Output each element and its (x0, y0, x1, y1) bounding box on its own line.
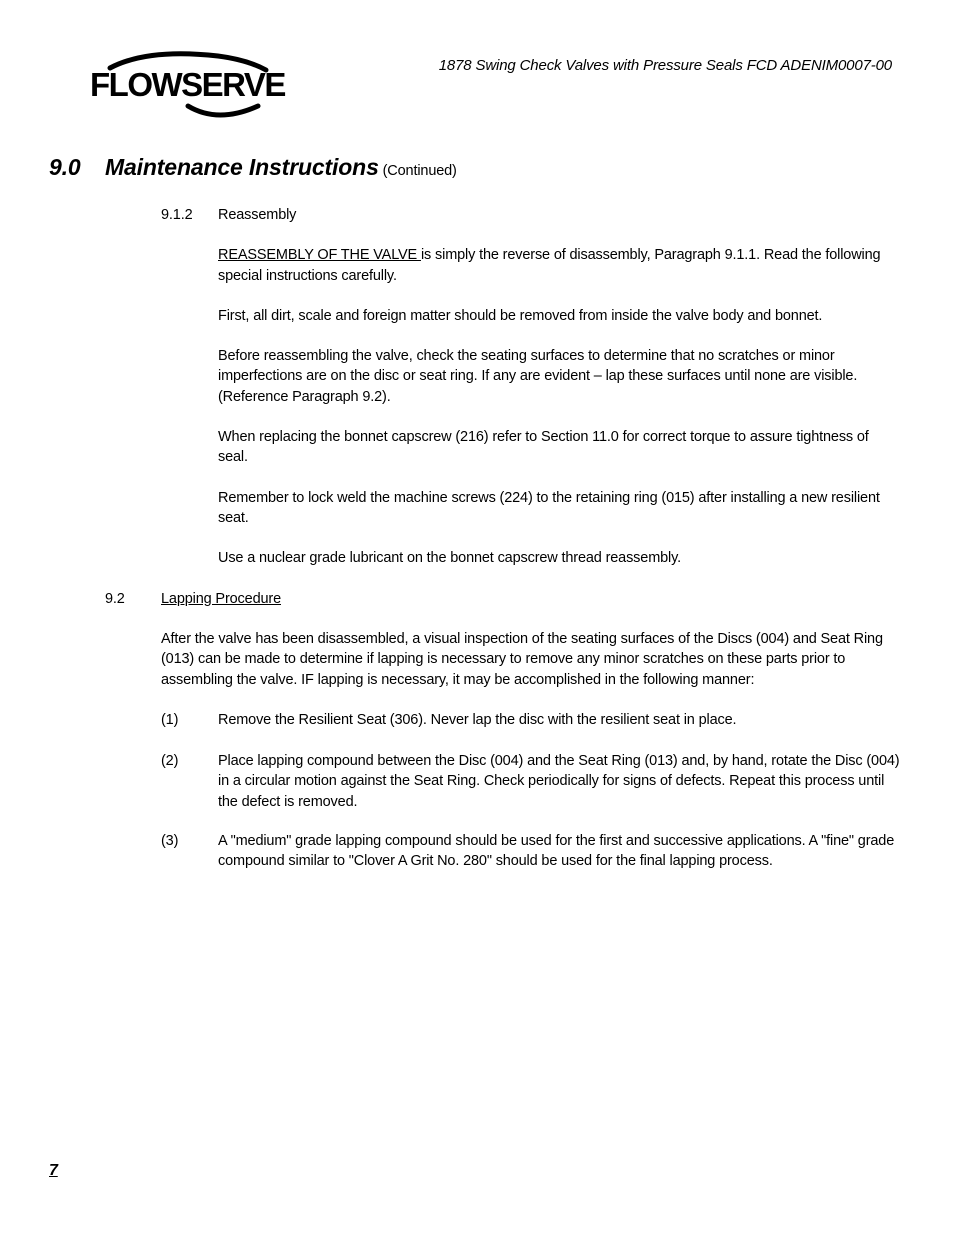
reassembly-paragraph-3 (218, 346, 857, 407)
reassembly-paragraph-4 (218, 427, 869, 468)
text-line: in a circular motion against the Seat Ring. Check periodically for signs of defects. Repeat this process until (218, 773, 885, 790)
reassembly-p1-line2: special instructions carefully. (218, 268, 397, 284)
lapping-intro-paragraph (161, 629, 883, 690)
text-line: After the valve has been disassembled, a visual inspection of the seating surfaces of the Discs (004) and Seat Ring (161, 631, 883, 647)
text-line: Remove the Resilient Seat (306). Never lap the disc with the resilient seat in place. (218, 712, 737, 728)
reassembly-paragraph-5 (218, 488, 880, 529)
page-number: 7 (49, 1162, 58, 1179)
reassembly-paragraph-6: Use a nuclear grade lubricant on the bonnet capscrew thread reassembly. (218, 550, 682, 566)
text-line: (013) can be made to determine if lapping is necessary to remove any minor scratches on these parts prior to (161, 651, 846, 668)
reassembly-paragraph-2: First, all dirt, scale and foreign matter should be removed from inside the valve body and bonnet. (218, 308, 823, 324)
step-label: (2) (161, 753, 179, 769)
reassembly-p1-text: is simply the reverse of disassembly, Paragraph 9.1.1. Read the following (420, 247, 881, 263)
section-continued: (Continued) (382, 163, 457, 179)
document-header-title: 1878 Swing Check Valves with Pressure Seals FCD ADENIM0007-00 (438, 57, 892, 74)
text-line: A "medium" grade lapping compound should be used for the first and successive applications. A "fine" grade (218, 833, 895, 849)
text-line: Place lapping compound between the Disc (004) and the Seat Ring (013) and, by hand, rotate the Disc (004) (218, 753, 900, 769)
step-text (218, 751, 899, 812)
step-text (218, 710, 736, 730)
text-line: seat. (218, 510, 249, 527)
section-number: 9.0 (49, 154, 81, 180)
reassembly-underlined-phrase: REASSEMBLY OF THE VALVE (218, 247, 421, 263)
text-line: seal. (218, 449, 248, 466)
text-line: (Reference Paragraph 9.2). (218, 388, 391, 405)
text-line: assembling the valve. IF lapping is necessary, it may be accomplished in the following manner: (161, 671, 755, 688)
text-line: Before reassembling the valve, check the seating surfaces to determine that no scratches or minor (218, 348, 835, 364)
subsection-number: 9.2 (105, 591, 125, 607)
section-title (49, 154, 457, 181)
text-line: When replacing the bonnet capscrew (216) refer to Section 11.0 for correct torque to assure tightness of (218, 429, 869, 445)
subsection-heading: Reassembly (218, 207, 297, 223)
step-text (218, 831, 894, 872)
text-line: compound similar to "Clover A Grit No. 280" should be used for the final lapping process. (218, 853, 773, 870)
step-label: (1) (161, 712, 179, 728)
text-line: the defect is removed. (218, 793, 358, 810)
section-name: Maintenance Instructions (105, 154, 379, 180)
subsection-number: 9.1.2 (161, 207, 193, 223)
text-line: Remember to lock weld the machine screws (224) to the retaining ring (015) after installing a new resilient (218, 490, 880, 506)
flowserve-logo (88, 48, 288, 124)
logo-wordmark: FLOWSERVE (90, 66, 285, 103)
step-label: (3) (161, 833, 179, 849)
text-line: imperfections are on the disc or seat ring. If any are evident – lap these surfaces until none are visible. (218, 368, 858, 385)
reassembly-paragraph-1 (218, 245, 880, 265)
subsection-heading: Lapping Procedure (161, 591, 281, 607)
flowserve-logo-graphic (88, 48, 288, 124)
